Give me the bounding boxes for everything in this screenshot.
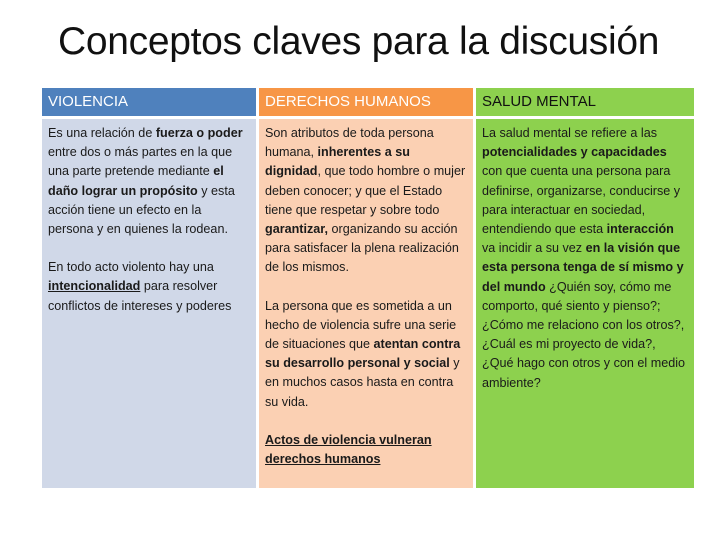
text-run: Son atributos de toda persona humana,	[265, 126, 434, 160]
derechos-conclusion	[265, 431, 467, 469]
text-run: garantizar,	[265, 222, 328, 237]
text-run: y esta acción tiene un efecto en la persona y en quienes la rodean.	[48, 183, 235, 237]
text-run: fuerza o poder	[155, 126, 243, 140]
cell-salud-mental	[476, 119, 694, 488]
text-run: para resolver conflictos de intereses y poderes	[48, 279, 232, 313]
text-run: organizando su acción para satisfacer la plena realización de los mismos.	[265, 222, 459, 275]
derechos-violencia-impact	[265, 297, 467, 412]
text-run: en la visión que esta persona tenga de sí mismo y del mundo	[482, 241, 684, 294]
text-run: La salud mental se refiere a las	[482, 126, 658, 140]
text-run: interacción	[606, 222, 674, 237]
cell-derechos-humanos	[259, 119, 473, 488]
violencia-intencionalidad	[48, 258, 250, 316]
text-run: intencionalidad	[48, 279, 141, 294]
header-salud-mental: SALUD MENTAL	[476, 88, 694, 116]
salud-mental-definition	[482, 124, 688, 393]
text-run: En todo acto violento hay una	[48, 260, 214, 275]
text-run: inherentes a su dignidad	[265, 145, 410, 179]
header-violencia: VIOLENCIA	[42, 88, 256, 116]
text-run: el daño lograr un propósito	[48, 164, 224, 198]
text-run: Es una relación de	[48, 126, 156, 140]
slide-title: Conceptos claves para la discusión	[58, 20, 660, 63]
text-run: va incidir a su vez	[482, 241, 586, 256]
text-run: , que todo hombre o mujer deben conocer; y que el Estado tiene que respetar y sobre todo	[265, 164, 466, 217]
text-run: La persona que es sometida a un hecho de violencia sufre una serie de situaciones que	[265, 298, 457, 352]
header-derechos-humanos: DERECHOS HUMANOS	[259, 88, 473, 116]
concepts-table	[42, 88, 694, 488]
text-run: Actos de violencia vulneran derechos humanos	[265, 432, 432, 467]
derechos-definition	[265, 124, 467, 278]
text-run: atentan contra su desarrollo personal y social	[265, 337, 461, 371]
text-run: potencialidades y capacidades	[482, 145, 667, 160]
text-run: con que cuenta una persona para definirse, organizarse, conducirse y para interactuar en sociedad, entendiendo que esta	[482, 164, 681, 237]
violencia-definition	[48, 124, 250, 239]
text-run: ¿Quién soy, cómo me comporto, qué siento y pienso?; ¿Cómo me relaciono con los otros?, ¿Cuál es mi proyecto de vida?, ¿Qué hago con otros y con el medio ambiente?	[482, 279, 686, 390]
text-run: entre dos o más partes en la que una parte pretende mediante	[48, 145, 233, 179]
cell-violencia	[42, 119, 256, 488]
text-run: y en muchos casos hasta en contra su vida.	[265, 356, 460, 409]
